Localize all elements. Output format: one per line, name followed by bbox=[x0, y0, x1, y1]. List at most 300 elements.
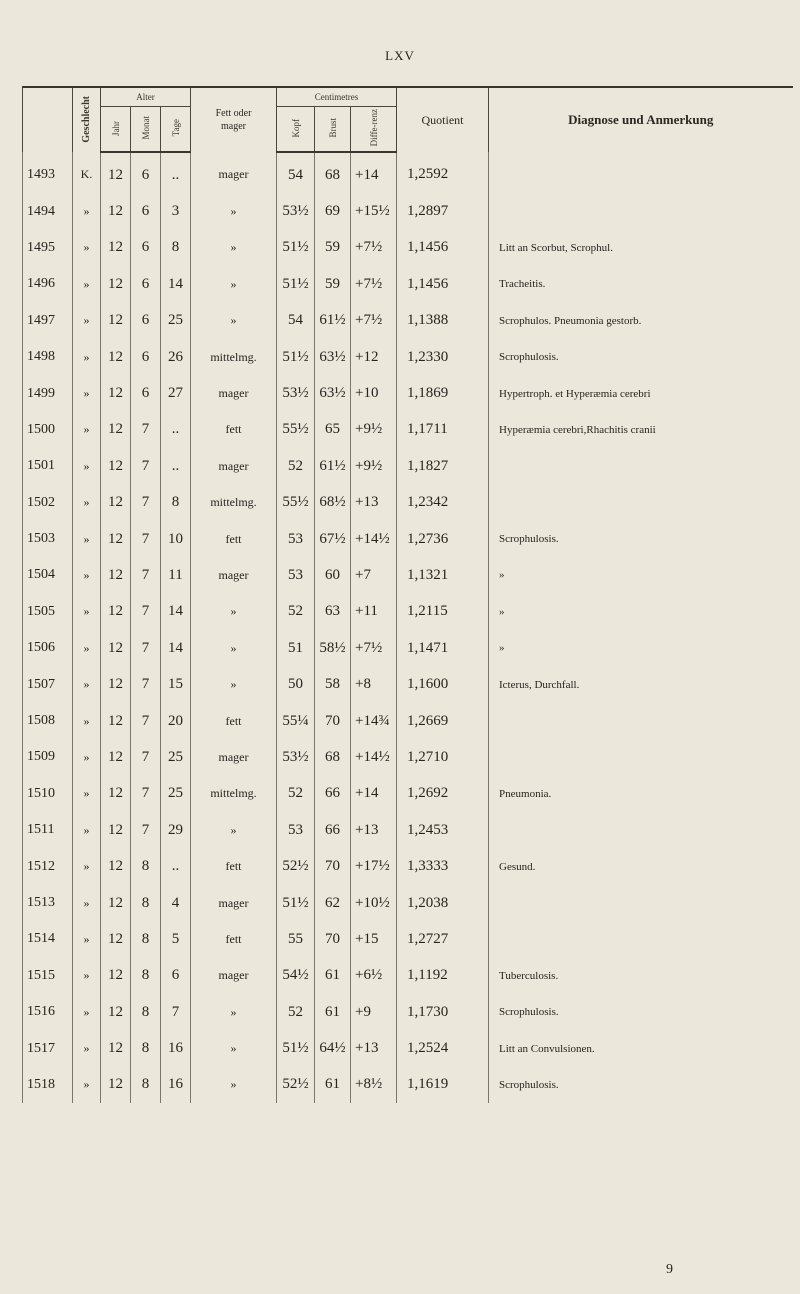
jahr-cell: 12 bbox=[101, 152, 131, 193]
jahr-cell: 12 bbox=[101, 703, 131, 739]
geschlecht-cell: » bbox=[73, 739, 101, 775]
kopf-cell: 51½ bbox=[277, 1030, 315, 1066]
differenz-cell: +10 bbox=[351, 375, 397, 411]
kopf-cell: 55½ bbox=[277, 412, 315, 448]
brust-cell: 61½ bbox=[315, 448, 351, 484]
fett-cell: » bbox=[191, 1030, 277, 1066]
fett-cell: mittelmg. bbox=[191, 776, 277, 812]
differenz-cell: +14 bbox=[351, 776, 397, 812]
differenz-cell: +9½ bbox=[351, 412, 397, 448]
brust-cell: 59 bbox=[315, 266, 351, 302]
jahr-cell: 12 bbox=[101, 812, 131, 848]
table-row bbox=[23, 266, 793, 302]
quotient-cell: 1,1192 bbox=[397, 958, 489, 994]
diagnose-cell bbox=[489, 485, 793, 521]
differenz-cell: +7½ bbox=[351, 630, 397, 666]
brust-cell: 61 bbox=[315, 1067, 351, 1103]
fett-cell: » bbox=[191, 1067, 277, 1103]
quotient-cell: 1,2038 bbox=[397, 885, 489, 921]
differenz-cell: +6½ bbox=[351, 958, 397, 994]
row-number: 1507 bbox=[23, 666, 73, 702]
monat-cell: 7 bbox=[131, 630, 161, 666]
jahr-cell: 12 bbox=[101, 266, 131, 302]
quotient-cell: 1,2524 bbox=[397, 1030, 489, 1066]
geschlecht-cell: » bbox=[73, 630, 101, 666]
differenz-cell: +13 bbox=[351, 485, 397, 521]
jahr-cell: 12 bbox=[101, 630, 131, 666]
diagnose-cell bbox=[489, 921, 793, 957]
differenz-cell: +7½ bbox=[351, 230, 397, 266]
quotient-cell: 1,2669 bbox=[397, 703, 489, 739]
fett-cell: mager bbox=[191, 152, 277, 193]
table-row bbox=[23, 521, 793, 557]
diagnose-cell: Tracheitis. bbox=[489, 266, 793, 302]
table-header bbox=[23, 87, 793, 152]
diagnose-cell: Icterus, Durchfall. bbox=[489, 666, 793, 702]
jahr-cell: 12 bbox=[101, 193, 131, 229]
fett-cell: » bbox=[191, 230, 277, 266]
monat-cell: 8 bbox=[131, 958, 161, 994]
header-nr bbox=[23, 87, 73, 152]
header-tage-label: Tage bbox=[170, 119, 181, 137]
geschlecht-cell: » bbox=[73, 266, 101, 302]
monat-cell: 7 bbox=[131, 739, 161, 775]
kopf-cell: 53½ bbox=[277, 739, 315, 775]
kopf-cell: 52½ bbox=[277, 1067, 315, 1103]
table-row bbox=[23, 448, 793, 484]
fett-cell: fett bbox=[191, 412, 277, 448]
fett-cell: » bbox=[191, 193, 277, 229]
tage-cell: 3 bbox=[161, 193, 191, 229]
differenz-cell: +8 bbox=[351, 666, 397, 702]
brust-cell: 66 bbox=[315, 776, 351, 812]
fett-cell: fett bbox=[191, 848, 277, 884]
table-row bbox=[23, 594, 793, 630]
geschlecht-cell: » bbox=[73, 848, 101, 884]
row-number: 1512 bbox=[23, 848, 73, 884]
diagnose-cell: Scrophulos. Pneumonia gestorb. bbox=[489, 303, 793, 339]
jahr-cell: 12 bbox=[101, 521, 131, 557]
header-brust-label: Brust bbox=[327, 118, 338, 138]
brust-cell: 58 bbox=[315, 666, 351, 702]
header-geschlecht bbox=[73, 87, 101, 152]
monat-cell: 6 bbox=[131, 339, 161, 375]
tage-cell: 25 bbox=[161, 739, 191, 775]
monat-cell: 7 bbox=[131, 594, 161, 630]
brust-cell: 61 bbox=[315, 994, 351, 1030]
diagnose-cell bbox=[489, 448, 793, 484]
row-number: 1509 bbox=[23, 739, 73, 775]
table-row bbox=[23, 303, 793, 339]
tage-cell: 6 bbox=[161, 958, 191, 994]
diagnose-cell: Litt an Scorbut, Scrophul. bbox=[489, 230, 793, 266]
quotient-cell: 1,2692 bbox=[397, 776, 489, 812]
header-fett-label: Fett oder mager bbox=[215, 108, 252, 132]
fett-cell: mittelmg. bbox=[191, 339, 277, 375]
jahr-cell: 12 bbox=[101, 448, 131, 484]
quotient-cell: 1,2736 bbox=[397, 521, 489, 557]
differenz-cell: +9½ bbox=[351, 448, 397, 484]
tage-cell: 25 bbox=[161, 776, 191, 812]
diagnose-cell bbox=[489, 885, 793, 921]
tage-cell: 5 bbox=[161, 921, 191, 957]
differenz-cell: +13 bbox=[351, 812, 397, 848]
row-number: 1516 bbox=[23, 994, 73, 1030]
table-row bbox=[23, 339, 793, 375]
jahr-cell: 12 bbox=[101, 412, 131, 448]
header-jahr bbox=[101, 107, 131, 153]
row-number: 1508 bbox=[23, 703, 73, 739]
geschlecht-cell: » bbox=[73, 557, 101, 593]
row-number: 1511 bbox=[23, 812, 73, 848]
geschlecht-cell: » bbox=[73, 412, 101, 448]
header-centimetres: Centimetres bbox=[277, 87, 397, 107]
fett-cell: mager bbox=[191, 375, 277, 411]
brust-cell: 70 bbox=[315, 703, 351, 739]
differenz-cell: +14½ bbox=[351, 521, 397, 557]
jahr-cell: 12 bbox=[101, 1067, 131, 1103]
jahr-cell: 12 bbox=[101, 1030, 131, 1066]
header-quotient: Quotient bbox=[397, 87, 489, 152]
row-number: 1493 bbox=[23, 152, 73, 193]
kopf-cell: 52½ bbox=[277, 848, 315, 884]
header-differenz-label: Diffe-renz bbox=[368, 109, 379, 147]
geschlecht-cell: » bbox=[73, 958, 101, 994]
differenz-cell: +7 bbox=[351, 557, 397, 593]
jahr-cell: 12 bbox=[101, 485, 131, 521]
kopf-cell: 55½ bbox=[277, 485, 315, 521]
jahr-cell: 12 bbox=[101, 230, 131, 266]
row-number: 1515 bbox=[23, 958, 73, 994]
geschlecht-cell: » bbox=[73, 375, 101, 411]
row-number: 1496 bbox=[23, 266, 73, 302]
table-row bbox=[23, 193, 793, 229]
tage-cell: 7 bbox=[161, 994, 191, 1030]
tage-cell: 25 bbox=[161, 303, 191, 339]
kopf-cell: 53½ bbox=[277, 193, 315, 229]
differenz-cell: +12 bbox=[351, 339, 397, 375]
monat-cell: 6 bbox=[131, 375, 161, 411]
kopf-cell: 53 bbox=[277, 521, 315, 557]
monat-cell: 7 bbox=[131, 557, 161, 593]
geschlecht-cell: » bbox=[73, 812, 101, 848]
row-number: 1504 bbox=[23, 557, 73, 593]
kopf-cell: 53 bbox=[277, 812, 315, 848]
row-number: 1502 bbox=[23, 485, 73, 521]
geschlecht-cell: » bbox=[73, 230, 101, 266]
table-body bbox=[23, 152, 793, 1103]
brust-cell: 70 bbox=[315, 848, 351, 884]
geschlecht-cell: » bbox=[73, 594, 101, 630]
kopf-cell: 52 bbox=[277, 776, 315, 812]
diagnose-cell: Scrophulosis. bbox=[489, 1067, 793, 1103]
row-number: 1518 bbox=[23, 1067, 73, 1103]
kopf-cell: 54½ bbox=[277, 958, 315, 994]
diagnose-cell: Hypertroph. et Hyperæmia cerebri bbox=[489, 375, 793, 411]
quotient-cell: 1,2727 bbox=[397, 921, 489, 957]
header-kopf bbox=[277, 107, 315, 153]
header-differenz bbox=[351, 107, 397, 153]
fett-cell: » bbox=[191, 994, 277, 1030]
diagnose-cell: » bbox=[489, 630, 793, 666]
tage-cell: 16 bbox=[161, 1030, 191, 1066]
differenz-cell: +14 bbox=[351, 152, 397, 193]
quotient-cell: 1,1869 bbox=[397, 375, 489, 411]
jahr-cell: 12 bbox=[101, 776, 131, 812]
diagnose-cell bbox=[489, 152, 793, 193]
diagnose-cell: Tuberculosis. bbox=[489, 958, 793, 994]
header-brust bbox=[315, 107, 351, 153]
quotient-cell: 1,1321 bbox=[397, 557, 489, 593]
differenz-cell: +13 bbox=[351, 1030, 397, 1066]
differenz-cell: +14½ bbox=[351, 739, 397, 775]
brust-cell: 69 bbox=[315, 193, 351, 229]
table-row bbox=[23, 230, 793, 266]
diagnose-cell bbox=[489, 739, 793, 775]
monat-cell: 7 bbox=[131, 776, 161, 812]
row-number: 1506 bbox=[23, 630, 73, 666]
jahr-cell: 12 bbox=[101, 303, 131, 339]
monat-cell: 7 bbox=[131, 448, 161, 484]
page-number: LXV bbox=[385, 48, 415, 63]
tage-cell: 14 bbox=[161, 630, 191, 666]
monat-cell: 7 bbox=[131, 812, 161, 848]
kopf-cell: 53½ bbox=[277, 375, 315, 411]
geschlecht-cell: » bbox=[73, 703, 101, 739]
row-number: 1497 bbox=[23, 303, 73, 339]
diagnose-cell bbox=[489, 812, 793, 848]
jahr-cell: 12 bbox=[101, 848, 131, 884]
header-geschlecht-label: Geschlecht bbox=[80, 95, 92, 143]
tage-cell: 15 bbox=[161, 666, 191, 702]
differenz-cell: +11 bbox=[351, 594, 397, 630]
monat-cell: 8 bbox=[131, 885, 161, 921]
geschlecht-cell: » bbox=[73, 776, 101, 812]
table-row bbox=[23, 921, 793, 957]
geschlecht-cell: » bbox=[73, 339, 101, 375]
row-number: 1495 bbox=[23, 230, 73, 266]
tage-cell: .. bbox=[161, 152, 191, 193]
quotient-cell: 1,1711 bbox=[397, 412, 489, 448]
monat-cell: 6 bbox=[131, 303, 161, 339]
tage-cell: 26 bbox=[161, 339, 191, 375]
fett-cell: fett bbox=[191, 703, 277, 739]
jahr-cell: 12 bbox=[101, 339, 131, 375]
quotient-cell: 1,3333 bbox=[397, 848, 489, 884]
brust-cell: 68 bbox=[315, 739, 351, 775]
kopf-cell: 54 bbox=[277, 152, 315, 193]
jahr-cell: 12 bbox=[101, 666, 131, 702]
tage-cell: 27 bbox=[161, 375, 191, 411]
footer-signature-mark: 9 bbox=[666, 1262, 673, 1277]
row-number: 1503 bbox=[23, 521, 73, 557]
jahr-cell: 12 bbox=[101, 594, 131, 630]
monat-cell: 6 bbox=[131, 266, 161, 302]
tage-cell: 10 bbox=[161, 521, 191, 557]
row-number: 1501 bbox=[23, 448, 73, 484]
monat-cell: 7 bbox=[131, 521, 161, 557]
header-jahr-label: Jahr bbox=[110, 120, 121, 136]
tage-cell: 29 bbox=[161, 812, 191, 848]
geschlecht-cell: » bbox=[73, 666, 101, 702]
brust-cell: 68½ bbox=[315, 485, 351, 521]
quotient-cell: 1,2115 bbox=[397, 594, 489, 630]
monat-cell: 8 bbox=[131, 848, 161, 884]
table-row bbox=[23, 812, 793, 848]
geschlecht-cell: » bbox=[73, 193, 101, 229]
brust-cell: 63 bbox=[315, 594, 351, 630]
kopf-cell: 51½ bbox=[277, 266, 315, 302]
differenz-cell: +7½ bbox=[351, 303, 397, 339]
quotient-cell: 1,2897 bbox=[397, 193, 489, 229]
kopf-cell: 52 bbox=[277, 594, 315, 630]
kopf-cell: 53 bbox=[277, 557, 315, 593]
monat-cell: 6 bbox=[131, 193, 161, 229]
kopf-cell: 52 bbox=[277, 448, 315, 484]
table-row bbox=[23, 848, 793, 884]
differenz-cell: +17½ bbox=[351, 848, 397, 884]
fett-cell: fett bbox=[191, 521, 277, 557]
quotient-cell: 1,1456 bbox=[397, 266, 489, 302]
tage-cell: .. bbox=[161, 412, 191, 448]
header-monat bbox=[131, 107, 161, 153]
quotient-cell: 1,1456 bbox=[397, 230, 489, 266]
table-row bbox=[23, 485, 793, 521]
jahr-cell: 12 bbox=[101, 375, 131, 411]
differenz-cell: +8½ bbox=[351, 1067, 397, 1103]
fett-cell: » bbox=[191, 666, 277, 702]
quotient-cell: 1,2342 bbox=[397, 485, 489, 521]
diagnose-cell: Gesund. bbox=[489, 848, 793, 884]
diagnose-cell bbox=[489, 193, 793, 229]
quotient-cell: 1,2710 bbox=[397, 739, 489, 775]
header-alter: Alter bbox=[101, 87, 191, 107]
brust-cell: 70 bbox=[315, 921, 351, 957]
table-row bbox=[23, 776, 793, 812]
table-row bbox=[23, 630, 793, 666]
geschlecht-cell: » bbox=[73, 448, 101, 484]
fett-cell: mager bbox=[191, 885, 277, 921]
table-row bbox=[23, 703, 793, 739]
table-row bbox=[23, 1067, 793, 1103]
fett-cell: mager bbox=[191, 448, 277, 484]
differenz-cell: +15½ bbox=[351, 193, 397, 229]
quotient-cell: 1,1471 bbox=[397, 630, 489, 666]
brust-cell: 68 bbox=[315, 152, 351, 193]
kopf-cell: 51½ bbox=[277, 885, 315, 921]
jahr-cell: 12 bbox=[101, 958, 131, 994]
tage-cell: 20 bbox=[161, 703, 191, 739]
geschlecht-cell: » bbox=[73, 921, 101, 957]
table-row bbox=[23, 152, 793, 193]
row-number: 1499 bbox=[23, 375, 73, 411]
brust-cell: 61 bbox=[315, 958, 351, 994]
fett-cell: mager bbox=[191, 557, 277, 593]
header-kopf-label: Kopf bbox=[290, 118, 301, 138]
row-number: 1514 bbox=[23, 921, 73, 957]
row-number: 1513 bbox=[23, 885, 73, 921]
row-number: 1510 bbox=[23, 776, 73, 812]
table-row bbox=[23, 375, 793, 411]
measurement-table-wrapper bbox=[22, 86, 792, 1103]
fett-cell: mittelmg. bbox=[191, 485, 277, 521]
diagnose-cell: Litt an Convulsionen. bbox=[489, 1030, 793, 1066]
table-row bbox=[23, 739, 793, 775]
brust-cell: 63½ bbox=[315, 375, 351, 411]
diagnose-cell: Scrophulosis. bbox=[489, 521, 793, 557]
fett-cell: mager bbox=[191, 958, 277, 994]
table-row bbox=[23, 958, 793, 994]
kopf-cell: 55¼ bbox=[277, 703, 315, 739]
row-number: 1505 bbox=[23, 594, 73, 630]
fett-cell: » bbox=[191, 812, 277, 848]
header-diagnose: Diagnose und Anmerkung bbox=[489, 87, 793, 152]
table-row bbox=[23, 994, 793, 1030]
monat-cell: 7 bbox=[131, 666, 161, 702]
header-tage bbox=[161, 107, 191, 153]
geschlecht-cell: K. bbox=[73, 152, 101, 193]
geschlecht-cell: » bbox=[73, 303, 101, 339]
monat-cell: 6 bbox=[131, 152, 161, 193]
quotient-cell: 1,2453 bbox=[397, 812, 489, 848]
jahr-cell: 12 bbox=[101, 885, 131, 921]
monat-cell: 8 bbox=[131, 1030, 161, 1066]
row-number: 1498 bbox=[23, 339, 73, 375]
quotient-cell: 1,2330 bbox=[397, 339, 489, 375]
monat-cell: 8 bbox=[131, 1067, 161, 1103]
diagnose-cell: Scrophulosis. bbox=[489, 994, 793, 1030]
differenz-cell: +7½ bbox=[351, 266, 397, 302]
geschlecht-cell: » bbox=[73, 1067, 101, 1103]
monat-cell: 6 bbox=[131, 230, 161, 266]
quotient-cell: 1,1600 bbox=[397, 666, 489, 702]
fett-cell: » bbox=[191, 266, 277, 302]
fett-cell: » bbox=[191, 594, 277, 630]
kopf-cell: 51 bbox=[277, 630, 315, 666]
header-monat-label: Monat bbox=[140, 116, 151, 140]
jahr-cell: 12 bbox=[101, 557, 131, 593]
tage-cell: .. bbox=[161, 448, 191, 484]
kopf-cell: 50 bbox=[277, 666, 315, 702]
brust-cell: 62 bbox=[315, 885, 351, 921]
monat-cell: 7 bbox=[131, 703, 161, 739]
measurement-table bbox=[22, 86, 793, 1103]
tage-cell: 8 bbox=[161, 485, 191, 521]
monat-cell: 7 bbox=[131, 485, 161, 521]
brust-cell: 63½ bbox=[315, 339, 351, 375]
diagnose-cell: » bbox=[489, 557, 793, 593]
brust-cell: 65 bbox=[315, 412, 351, 448]
differenz-cell: +15 bbox=[351, 921, 397, 957]
jahr-cell: 12 bbox=[101, 739, 131, 775]
geschlecht-cell: » bbox=[73, 1030, 101, 1066]
diagnose-cell: Hyperæmia cerebri,Rhachitis cranii bbox=[489, 412, 793, 448]
differenz-cell: +14¾ bbox=[351, 703, 397, 739]
geschlecht-cell: » bbox=[73, 994, 101, 1030]
diagnose-cell: Scrophulosis. bbox=[489, 339, 793, 375]
brust-cell: 59 bbox=[315, 230, 351, 266]
brust-cell: 58½ bbox=[315, 630, 351, 666]
fett-cell: » bbox=[191, 303, 277, 339]
kopf-cell: 55 bbox=[277, 921, 315, 957]
differenz-cell: +9 bbox=[351, 994, 397, 1030]
table-row bbox=[23, 557, 793, 593]
quotient-cell: 1,2592 bbox=[397, 152, 489, 193]
tage-cell: 14 bbox=[161, 594, 191, 630]
row-number: 1517 bbox=[23, 1030, 73, 1066]
geschlecht-cell: » bbox=[73, 521, 101, 557]
tage-cell: 4 bbox=[161, 885, 191, 921]
